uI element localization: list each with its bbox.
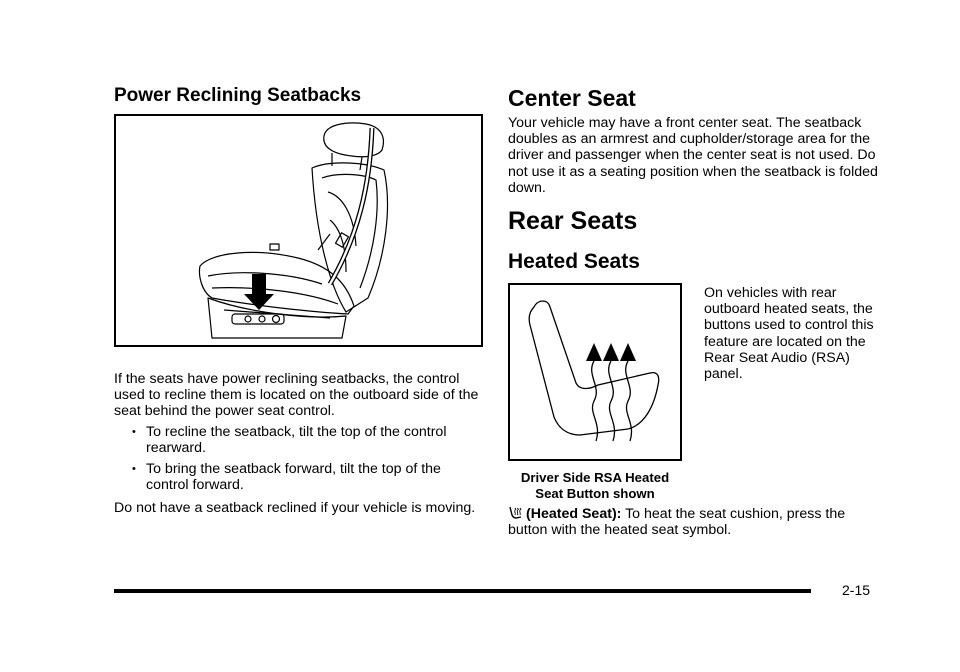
footer-rule [114, 589, 811, 593]
rsa-paragraph: On vehicles with rear outboard heated seats, the buttons used to control this feature are located on the Rear Seat Audio (RSA) panel. [704, 285, 874, 383]
heated-seat-label: (Heated Seat): [526, 506, 622, 522]
section-heading-power-reclining: Power Reclining Seatbacks [114, 85, 362, 106]
page-number: 2-15 [842, 582, 871, 598]
heated-seat-icon [508, 506, 522, 520]
section-heading-rear-seats: Rear Seats [508, 207, 638, 235]
power-seat-illustration [114, 114, 483, 347]
heated-seat-symbol [510, 285, 680, 459]
center-seat-paragraph: Your vehicle may have a front center seat. The seatback doubles as an armrest and cupholder/storage area for the driver and passenger when the center seat is not used. Do not use it as a seating position when the seatback is folded down. [508, 115, 878, 196]
figure-caption: Driver Side RSA Heated Seat Button shown [520, 470, 670, 501]
bullet-dot: • [132, 426, 136, 438]
left-intro-paragraph: If the seats have power reclining seatbacks, the control used to recline them is located on the outboard side of the seat behind the power seat control. [114, 371, 479, 420]
left-closing-paragraph: Do not have a seatback reclined if your vehicle is moving. [114, 500, 476, 516]
section-heading-center-seat: Center Seat [508, 85, 636, 111]
bullet-dot: • [132, 463, 136, 475]
section-heading-heated-seats: Heated Seats [508, 250, 640, 273]
heated-seat-text: To heat the seat cushion, press the button with the heated seat symbol. [508, 506, 846, 539]
bullet-text: To bring the seatback forward, tilt the top of the control forward. [146, 461, 441, 494]
heated-seat-button-illustration [508, 283, 682, 461]
seat-drawing [116, 116, 481, 345]
bullet-text: To recline the seatback, tilt the top of the control rearward. [146, 424, 447, 457]
heated-seat-paragraph [508, 506, 888, 538]
